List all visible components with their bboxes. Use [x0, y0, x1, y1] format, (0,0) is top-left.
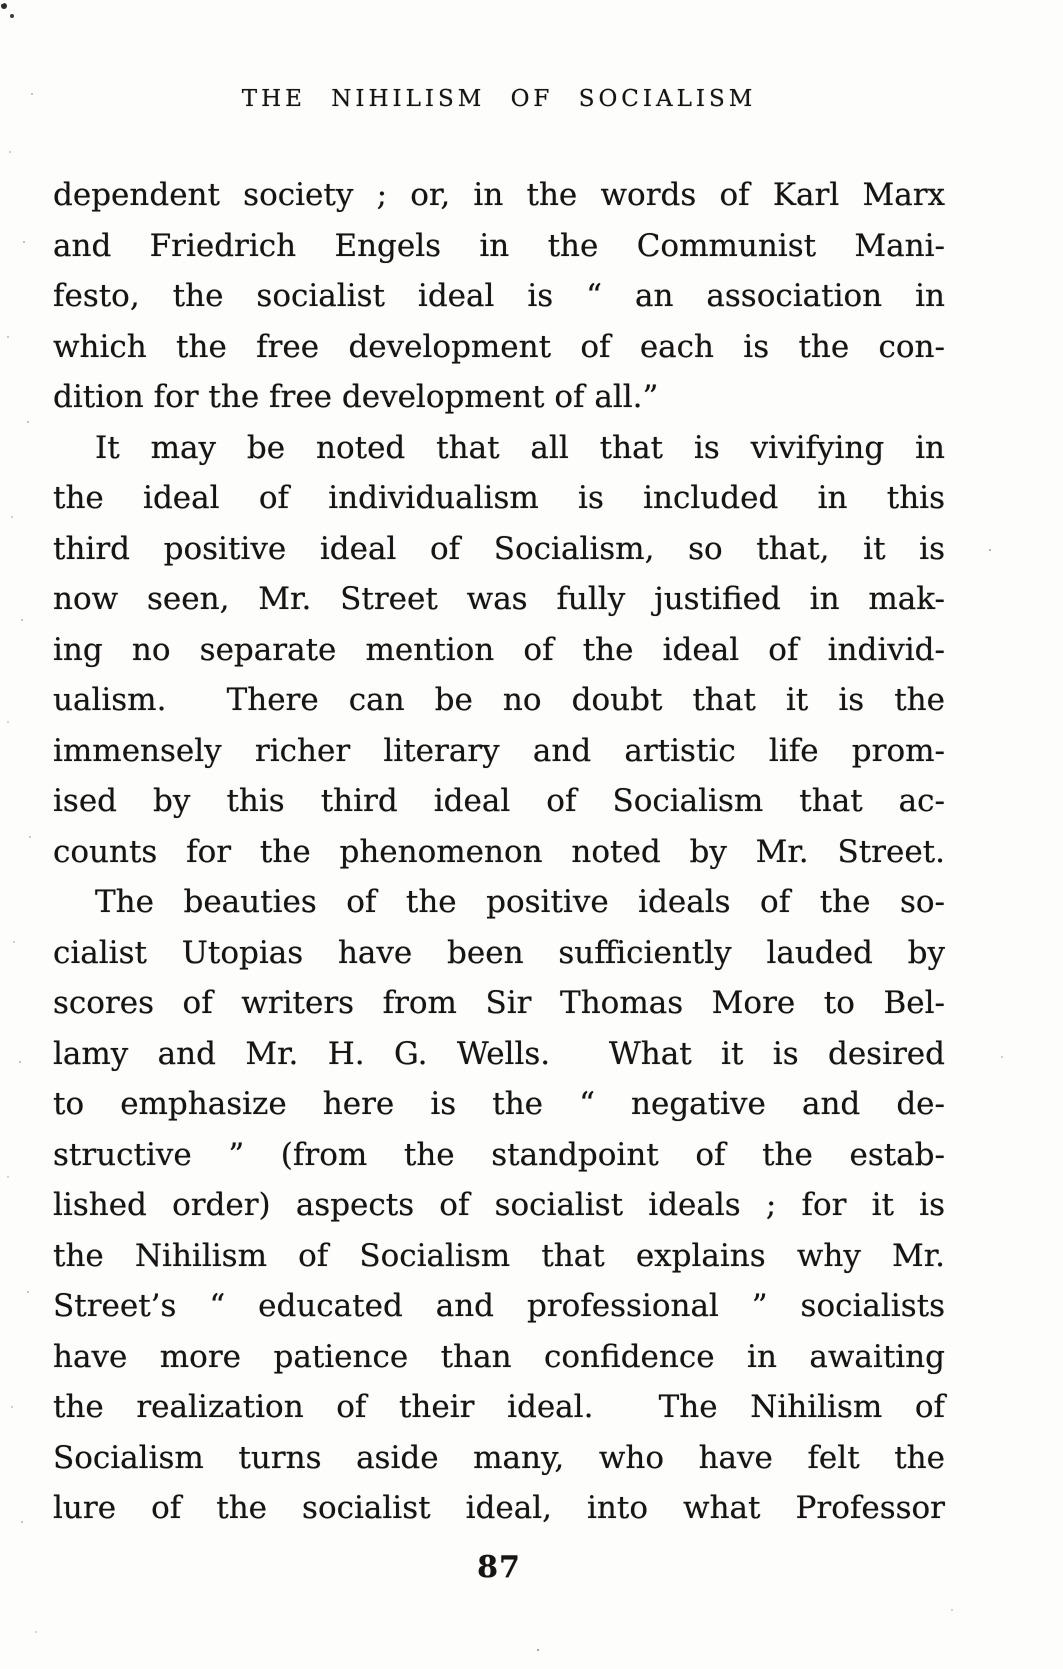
text-line: and Friedrich Engels in the Communist Mani- — [53, 227, 945, 264]
text-line: scores of writers from Sir Thomas More to Bel- — [53, 985, 945, 1021]
text-line: the ideal of individualism is included in this — [53, 480, 945, 516]
text-line: ing no separate mention of the ideal of individ- — [53, 631, 945, 668]
page-title: THE NIHILISM OF SOCIALISM — [241, 86, 757, 112]
paragraph — [53, 877, 945, 1534]
text-line: dition for the free development of all.” — [53, 379, 659, 415]
text-line: counts for the phenomenon noted by Mr. Street. — [53, 833, 945, 870]
text-line: lamy and Mr. H. G. Wells. What it is desired — [53, 1035, 945, 1072]
text-line: now seen, Mr. Street was fully justified in mak- — [53, 581, 945, 617]
text-line: third positive ideal of Socialism, so that, it is — [53, 530, 945, 567]
text-line: the realization of their ideal. The Nihilism of — [53, 1389, 945, 1425]
text-line: dependent society ; or, in the words of Karl Marx — [53, 177, 945, 213]
text-line: lished order) aspects of socialist ideals ; for it is — [53, 1187, 945, 1223]
text-line: ised by this third ideal of Socialism that ac- — [53, 783, 945, 819]
text-line: have more patience than confidence in awaiting — [53, 1338, 945, 1375]
text-line: which the free development of each is the con- — [53, 328, 945, 365]
text-line: festo, the socialist ideal is “ an association in — [53, 278, 945, 314]
text-block — [53, 170, 945, 1534]
text-line: cialist Utopias have been sufficiently lauded by — [53, 934, 945, 971]
text-line: Socialism turns aside many, who have felt the — [53, 1439, 945, 1476]
text-line: the Nihilism of Socialism that explains why Mr. — [53, 1237, 945, 1274]
paragraph — [53, 170, 945, 423]
text-line: ualism. There can be no doubt that it is the — [53, 682, 945, 718]
text-line: It may be noted that all that is vivifying in — [95, 429, 945, 466]
text-line: immensely richer literary and artistic life prom- — [53, 732, 945, 769]
running-header — [53, 86, 945, 112]
text-line: The beauties of the positive ideals of the so- — [95, 884, 945, 920]
text-line: to emphasize here is the “ negative and de- — [53, 1086, 945, 1122]
text-line: lure of the socialist ideal, into what Professor — [53, 1490, 945, 1526]
page-number: 87 — [477, 1550, 521, 1585]
text-line: Street’s “ educated and professional ” socialists — [53, 1288, 945, 1324]
paragraph — [53, 423, 945, 878]
text-line: structive ” (from the standpoint of the estab- — [53, 1136, 945, 1173]
